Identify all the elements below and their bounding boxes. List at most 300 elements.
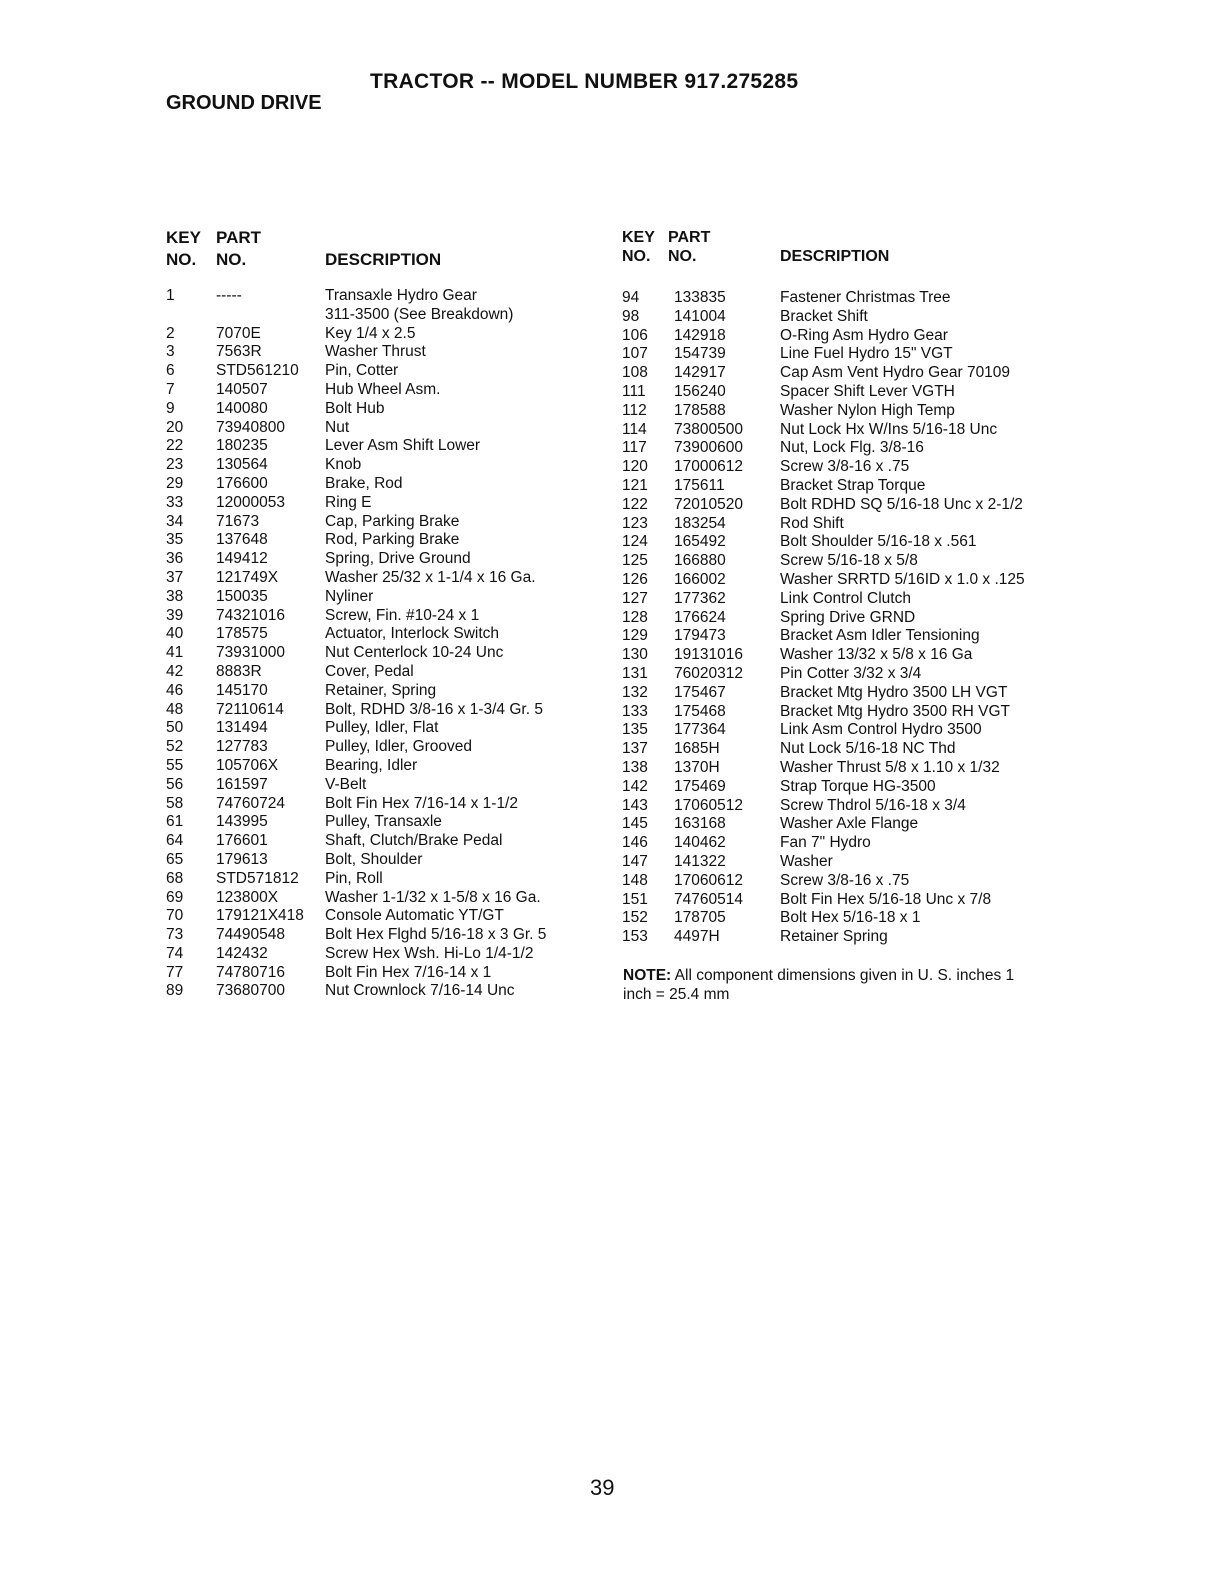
key-number: 70 (166, 907, 184, 925)
part-number: 140080 (216, 399, 268, 417)
part-description: Pulley, Transaxle (325, 813, 442, 831)
part-description: Knob (325, 456, 362, 474)
key-number: 58 (166, 794, 184, 812)
part-description: Lever Asm Shift Lower (325, 437, 481, 455)
part-row (622, 759, 1062, 778)
part-description: Washer 1-1/32 x 1-5/8 x 16 Ga. (325, 888, 541, 906)
part-number: 17060512 (674, 796, 743, 814)
part-row (166, 325, 596, 344)
key-number: 94 (622, 289, 640, 306)
part-number: 178705 (674, 909, 726, 927)
key-number: 117 (622, 439, 647, 457)
part-description: Retainer Spring (780, 928, 888, 946)
part-number: 8883R (216, 662, 262, 680)
part-description: Washer 25/32 x 1-1/4 x 16 Ga. (325, 568, 536, 586)
part-row (622, 834, 1062, 853)
part-number: ----- (216, 287, 242, 304)
key-number: 69 (166, 888, 184, 906)
part-number: 127783 (216, 738, 268, 756)
part-number: 74490548 (216, 926, 285, 944)
part-row (166, 738, 596, 757)
part-number: 73931000 (216, 644, 285, 662)
part-description: Bearing, Idler (325, 756, 418, 774)
part-row (622, 552, 1062, 571)
part-description: Console Automatic YT/GT (325, 907, 504, 925)
key-number: 121 (622, 476, 648, 494)
part-row (166, 343, 596, 362)
part-number: 1685H (674, 740, 720, 758)
left-key-header-line2: NO. (166, 250, 197, 269)
part-row (622, 364, 1062, 383)
key-number: 127 (622, 589, 648, 607)
part-description: Key 1/4 x 2.5 (325, 324, 416, 342)
key-number: 107 (622, 345, 648, 363)
part-row (622, 571, 1062, 590)
key-number: 114 (622, 420, 647, 438)
part-description: Nut Crownlock 7/16-14 Unc (325, 982, 515, 1000)
part-description: Bracket Asm Idler Tensioning (780, 627, 980, 645)
part-description: Hub Wheel Asm. (325, 380, 441, 398)
part-number: 141322 (674, 852, 726, 870)
key-number: 146 (622, 834, 648, 852)
key-number: 41 (166, 644, 184, 662)
part-row (166, 795, 596, 814)
part-description: Pulley, Idler, Flat (325, 719, 439, 737)
part-number: 154739 (674, 345, 726, 363)
key-number: 153 (622, 928, 648, 946)
key-number: 111 (622, 382, 646, 400)
key-number: 132 (622, 683, 648, 701)
key-number: 126 (622, 570, 648, 588)
right-key-header-line1: KEY (622, 229, 655, 246)
key-number: 138 (622, 758, 648, 776)
right-part-header-line2: NO. (668, 248, 697, 265)
part-description: Screw 3/8-16 x .75 (780, 871, 910, 889)
key-number: 64 (166, 832, 184, 850)
part-row (166, 588, 596, 607)
part-description: V-Belt (325, 775, 367, 793)
left-description-header: DESCRIPTION (325, 250, 442, 269)
part-number: STD571812 (216, 869, 299, 887)
key-number: 142 (622, 777, 648, 795)
key-number: 2 (166, 324, 175, 342)
key-number: 106 (622, 326, 648, 344)
part-row (622, 327, 1062, 346)
part-number: 133835 (674, 289, 726, 306)
part-description: Strap Torque HG-3500 (780, 777, 936, 795)
key-number: 148 (622, 871, 648, 889)
part-number: 183254 (674, 514, 726, 532)
part-number: 140462 (674, 834, 726, 852)
part-description: Pin, Cotter (325, 362, 399, 380)
key-number: 1 (166, 287, 175, 304)
part-number: 1370H (674, 758, 720, 776)
part-row (166, 870, 596, 889)
part-number: 179473 (674, 627, 726, 645)
part-number: 121749X (216, 568, 279, 586)
part-row (622, 533, 1062, 552)
part-row (166, 776, 596, 795)
key-number: 34 (166, 512, 184, 530)
key-number: 7 (166, 380, 175, 398)
key-number: 131 (622, 664, 648, 682)
key-number: 65 (166, 850, 184, 868)
note-label: NOTE: (623, 967, 672, 984)
part-description: Shaft, Clutch/Brake Pedal (325, 832, 503, 850)
part-description: Cap Asm Vent Hydro Gear 70109 (780, 364, 1011, 382)
part-number: 74760514 (674, 890, 743, 908)
part-number: 177364 (674, 721, 726, 739)
part-row (622, 872, 1062, 891)
part-description: Nut (325, 418, 350, 436)
part-description: Bolt, RDHD 3/8-16 x 1-3/4 Gr. 5 (325, 700, 543, 718)
part-number: 166880 (674, 552, 726, 570)
key-number: 137 (622, 740, 648, 758)
part-number: 140507 (216, 380, 268, 398)
part-number: 74760724 (216, 794, 285, 812)
part-description: Screw 3/8-16 x .75 (780, 458, 910, 476)
part-row (166, 663, 596, 682)
key-number: 39 (166, 606, 184, 624)
part-number: 179613 (216, 850, 268, 868)
part-row (166, 513, 596, 532)
key-number: 133 (622, 702, 648, 720)
part-description: Bolt Fin Hex 7/16-14 x 1 (325, 963, 492, 981)
right-description-header: DESCRIPTION (780, 248, 890, 265)
part-row (166, 813, 596, 832)
key-number: 29 (166, 474, 184, 492)
part-description: Nut Lock 5/16-18 NC Thd (780, 740, 956, 758)
key-number: 147 (622, 852, 648, 870)
key-number: 135 (622, 721, 648, 739)
key-number: 129 (622, 627, 648, 645)
part-description: Cap, Parking Brake (325, 512, 460, 530)
key-number: 123 (622, 514, 648, 532)
part-number: 175468 (674, 702, 726, 720)
part-description: Washer Axle Flange (780, 815, 919, 833)
part-description: Line Fuel Hydro 15" VGT (780, 345, 953, 363)
part-number: 175467 (674, 683, 726, 701)
part-number: 7563R (216, 343, 262, 361)
key-number: 124 (622, 533, 648, 551)
part-row (622, 703, 1062, 722)
part-row (622, 909, 1062, 928)
part-description: 311-3500 (See Breakdown) (325, 305, 514, 323)
part-number: 123800X (216, 888, 279, 906)
key-number: 33 (166, 493, 184, 511)
part-row (166, 437, 596, 456)
part-number: 177362 (674, 589, 726, 607)
part-row (166, 719, 596, 738)
part-number: 143995 (216, 813, 268, 831)
part-description: Bracket Shift (780, 307, 868, 325)
part-row (622, 740, 1062, 759)
part-row (622, 421, 1062, 440)
part-description: Screw, Fin. #10-24 x 1 (325, 606, 480, 624)
part-row (166, 531, 596, 550)
key-number: 143 (622, 796, 648, 814)
key-number: 42 (166, 662, 184, 680)
part-description: Bracket Mtg Hydro 3500 LH VGT (780, 683, 1008, 701)
part-description: Bracket Mtg Hydro 3500 RH VGT (780, 702, 1010, 720)
part-description: O-Ring Asm Hydro Gear (780, 326, 948, 344)
part-row (622, 590, 1062, 609)
part-number: 166002 (674, 570, 726, 588)
key-number: 122 (622, 495, 648, 513)
part-row (166, 682, 596, 701)
part-row (622, 515, 1062, 534)
part-number: 176624 (674, 608, 726, 626)
key-number: 38 (166, 587, 184, 605)
part-row (166, 701, 596, 720)
part-description: Washer (780, 852, 833, 870)
part-number: 17060612 (674, 871, 743, 889)
part-number: 142917 (674, 364, 726, 382)
part-number: 180235 (216, 437, 268, 455)
part-number: 131494 (216, 719, 268, 737)
part-row (622, 778, 1062, 797)
part-row (166, 400, 596, 419)
part-description: Bolt RDHD SQ 5/16-18 Unc x 2-1/2 (780, 495, 1023, 513)
part-row (166, 982, 596, 1001)
left-key-header-line1: KEY (166, 228, 201, 247)
part-number: 7070E (216, 324, 261, 342)
key-number: 6 (166, 362, 175, 380)
key-number: 125 (622, 552, 648, 570)
part-number: 175469 (674, 777, 726, 795)
part-description: Link Asm Control Hydro 3500 (780, 721, 982, 739)
key-number: 22 (166, 437, 184, 455)
part-description: Nut, Lock Flg. 3/8-16 (780, 439, 924, 457)
part-row (622, 345, 1062, 364)
part-description: Washer Nylon High Temp (780, 401, 955, 419)
part-row (622, 646, 1062, 665)
part-row (622, 853, 1062, 872)
part-row (166, 757, 596, 776)
key-number: 151 (622, 890, 648, 908)
part-description: Transaxle Hydro Gear (325, 287, 477, 304)
part-number: 71673 (216, 512, 260, 530)
key-number: 48 (166, 700, 184, 718)
part-number: 149412 (216, 550, 268, 568)
part-row (622, 383, 1062, 402)
part-row (622, 289, 1062, 308)
part-row (622, 721, 1062, 740)
part-description: Screw 5/16-18 x 5/8 (780, 552, 918, 570)
key-number: 23 (166, 456, 184, 474)
key-number: 74 (166, 944, 184, 962)
part-number: 74321016 (216, 606, 285, 624)
part-number: 76020312 (674, 664, 743, 682)
part-row (166, 494, 596, 513)
key-number: 50 (166, 719, 184, 737)
key-number: 68 (166, 869, 184, 887)
part-row (166, 832, 596, 851)
part-number: 105706X (216, 756, 279, 774)
part-row (166, 306, 596, 325)
part-row (166, 381, 596, 400)
part-description: Bolt Hex 5/16-18 x 1 (780, 909, 921, 927)
key-number: 128 (622, 608, 648, 626)
part-number: 178575 (216, 625, 268, 643)
part-number: 156240 (674, 382, 726, 400)
part-row (166, 644, 596, 663)
part-number: 73680700 (216, 982, 285, 1000)
part-number: 19131016 (674, 646, 743, 664)
part-row (622, 815, 1062, 834)
part-row (166, 907, 596, 926)
part-description: Spring Drive GRND (780, 608, 916, 626)
key-number: 120 (622, 458, 648, 476)
part-description: Screw Thdrol 5/16-18 x 3/4 (780, 796, 966, 814)
part-row (166, 625, 596, 644)
part-description: Link Control Clutch (780, 589, 911, 607)
part-row (622, 458, 1062, 477)
part-description: Spacer Shift Lever VGTH (780, 382, 955, 400)
part-row (166, 851, 596, 870)
part-number: 74780716 (216, 963, 285, 981)
part-number: 72110614 (216, 700, 284, 718)
part-row (166, 287, 596, 306)
part-row (166, 569, 596, 588)
key-number: 52 (166, 738, 184, 756)
part-row (166, 456, 596, 475)
part-description: Rod, Parking Brake (325, 531, 460, 549)
part-number: 175611 (674, 476, 725, 494)
part-description: Bolt Fin Hex 5/16-18 Unc x 7/8 (780, 890, 992, 908)
part-number: 161597 (216, 775, 268, 793)
right-key-header-line2: NO. (622, 248, 651, 265)
key-number: 108 (622, 364, 648, 382)
key-number: 73 (166, 926, 184, 944)
key-number: 89 (166, 982, 184, 1000)
part-row (166, 945, 596, 964)
part-number: 137648 (216, 531, 268, 549)
part-row (622, 496, 1062, 515)
part-row (622, 308, 1062, 327)
part-number: 176600 (216, 474, 268, 492)
part-number: 142432 (216, 944, 268, 962)
part-number: STD561210 (216, 362, 299, 380)
key-number: 20 (166, 418, 184, 436)
key-number: 77 (166, 963, 184, 981)
part-description: Nut Centerlock 10-24 Unc (325, 644, 504, 662)
part-number: 73940800 (216, 418, 285, 436)
key-number: 145 (622, 815, 648, 833)
part-row (166, 475, 596, 494)
key-number: 46 (166, 681, 184, 699)
part-description: Pin, Roll (325, 869, 383, 887)
key-number: 130 (622, 646, 648, 664)
part-number: 178588 (674, 401, 726, 419)
part-description: Washer Thrust 5/8 x 1.10 x 1/32 (780, 758, 1000, 776)
part-description: Bolt Shoulder 5/16-18 x .561 (780, 533, 977, 551)
part-description: Fan 7" Hydro (780, 834, 871, 852)
key-number: 36 (166, 550, 184, 568)
part-number: 73800500 (674, 420, 743, 438)
part-number: 145170 (216, 681, 268, 699)
right-parts-list (622, 289, 1062, 947)
part-row (166, 926, 596, 945)
part-number: 72010520 (674, 495, 743, 513)
key-number: 9 (166, 399, 175, 417)
part-description: Bolt, Shoulder (325, 850, 423, 868)
part-description: Washer 13/32 x 5/8 x 16 Ga (780, 646, 973, 664)
note-text: All component dimensions given in U. S. inches 1 inch = 25.4 mm (623, 967, 1015, 1003)
part-row (166, 964, 596, 983)
part-row (622, 439, 1062, 458)
part-row (166, 889, 596, 908)
part-row (622, 684, 1062, 703)
page-title: TRACTOR -- MODEL NUMBER 917.275285 (370, 70, 799, 93)
part-description: Cover, Pedal (325, 662, 414, 680)
key-number: 61 (166, 813, 184, 831)
part-description: Nut Lock Hx W/Ins 5/16-18 Unc (780, 420, 998, 438)
part-number: 141004 (674, 307, 726, 325)
key-number: 55 (166, 756, 184, 774)
part-description: Spring, Drive Ground (325, 550, 471, 568)
left-parts-list (166, 287, 596, 1001)
part-number: 163168 (674, 815, 726, 833)
part-row (166, 362, 596, 381)
part-number: 179121X418 (216, 907, 304, 925)
part-number: 17000612 (674, 458, 743, 476)
key-number: 152 (622, 909, 648, 927)
part-row (622, 928, 1062, 947)
part-number: 73900600 (674, 439, 743, 457)
part-number: 4497H (674, 928, 720, 946)
key-number: 40 (166, 625, 184, 643)
part-description: Bolt Hex Flghd 5/16-18 x 3 Gr. 5 (325, 926, 547, 944)
part-row (622, 797, 1062, 816)
part-row (622, 627, 1062, 646)
part-description: Washer SRRTD 5/16ID x 1.0 x .125 (780, 570, 1025, 588)
part-row (622, 609, 1062, 628)
part-description: Brake, Rod (325, 474, 403, 492)
dimension-note (623, 966, 1043, 1004)
part-number: 165492 (674, 533, 726, 551)
left-part-header-line2: NO. (216, 250, 247, 269)
part-row (166, 607, 596, 626)
key-number: 3 (166, 343, 175, 361)
part-description: Pulley, Idler, Grooved (325, 738, 473, 756)
part-description: Fastener Christmas Tree (780, 289, 951, 306)
part-number: 130564 (216, 456, 268, 474)
part-row (166, 550, 596, 569)
part-description: Bracket Strap Torque (780, 476, 926, 494)
part-row (622, 402, 1062, 421)
part-number: 142918 (674, 326, 726, 344)
part-number: 150035 (216, 587, 268, 605)
left-part-header-line1: PART (216, 228, 262, 247)
part-description: Washer Thrust (325, 343, 426, 361)
part-row (622, 477, 1062, 496)
part-description: Nyliner (325, 587, 374, 605)
part-row (166, 419, 596, 438)
part-number: 176601 (216, 832, 268, 850)
part-row (622, 665, 1062, 684)
page-number: 39 (590, 1475, 615, 1500)
right-part-header-line1: PART (668, 229, 711, 246)
key-number: 35 (166, 531, 184, 549)
key-number: 98 (622, 307, 640, 325)
part-description: Rod Shift (780, 514, 844, 532)
part-number: 12000053 (216, 493, 285, 511)
part-description: Bolt Fin Hex 7/16-14 x 1-1/2 (325, 794, 518, 812)
key-number: 56 (166, 775, 184, 793)
section-title: GROUND DRIVE (166, 92, 322, 114)
part-description: Actuator, Interlock Switch (325, 625, 500, 643)
